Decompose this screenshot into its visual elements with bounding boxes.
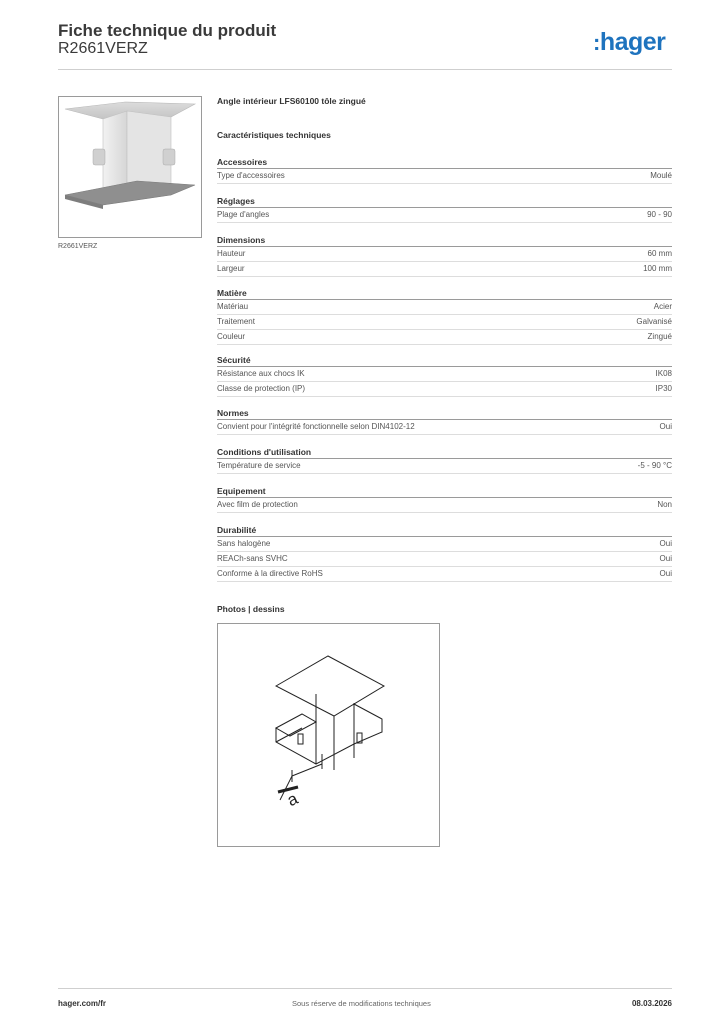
section-accessoires — [217, 156, 672, 184]
spec-row — [217, 330, 672, 345]
logo-text: hager — [599, 28, 666, 56]
product-name: Angle intérieur LFS60100 tôle zingué — [217, 96, 366, 106]
header-divider — [58, 69, 672, 70]
spec-label: Sans halogène — [217, 539, 271, 548]
spec-label: Température de service — [217, 461, 301, 470]
footer-divider — [58, 988, 672, 989]
spec-row — [217, 300, 672, 315]
spec-label: Avec film de protection — [217, 500, 298, 509]
spec-row — [217, 247, 672, 262]
section-title: Conditions d'utilisation — [217, 446, 672, 459]
spec-row — [217, 315, 672, 330]
specs-heading: Caractéristiques techniques — [217, 130, 331, 140]
spec-value: IP30 — [655, 384, 672, 393]
spec-row — [217, 498, 672, 513]
spec-value: Oui — [659, 554, 672, 563]
spec-value: -5 - 90 °C — [637, 461, 672, 470]
spec-value: IK08 — [655, 369, 672, 378]
footer-date: 08.03.2026 — [631, 999, 672, 1008]
spec-value: Moulé — [650, 171, 672, 180]
product-photo-image — [59, 97, 201, 237]
spec-row — [217, 552, 672, 567]
section-reglages — [217, 195, 672, 223]
spec-value: Zingué — [647, 332, 672, 341]
section-dimensions — [217, 234, 672, 277]
spec-label: Type d'accessoires — [217, 171, 285, 180]
page-title: Fiche technique du produit — [58, 21, 277, 40]
hager-logo — [593, 28, 665, 57]
product-photo — [58, 96, 202, 238]
technical-drawing — [217, 623, 440, 847]
section-matiere — [217, 287, 672, 345]
spec-label: Classe de protection (IP) — [217, 384, 306, 393]
spec-value: 100 mm — [643, 264, 672, 273]
section-title: Durabilité — [217, 524, 672, 537]
section-title: Matière — [217, 287, 672, 300]
logo-colon: : — [593, 30, 600, 55]
spec-row — [217, 262, 672, 277]
spec-value: Acier — [653, 302, 672, 311]
product-photo-caption: R2661VERZ — [58, 243, 98, 250]
section-title: Accessoires — [217, 156, 672, 169]
spec-label: Largeur — [217, 264, 245, 273]
technical-drawing-image — [218, 624, 439, 846]
spec-value: Oui — [659, 539, 672, 548]
section-title: Normes — [217, 407, 672, 420]
spec-label: Résistance aux chocs IK — [217, 369, 305, 378]
photos-heading: Photos | dessins — [217, 604, 285, 614]
spec-value: Oui — [659, 569, 672, 578]
product-code: R2661VERZ — [58, 40, 148, 57]
spec-label: Conforme à la directive RoHS — [217, 569, 323, 578]
section-title: Equipement — [217, 485, 672, 498]
section-title: Dimensions — [217, 234, 672, 247]
section-title: Réglages — [217, 195, 672, 208]
spec-label: Traitement — [217, 317, 255, 326]
section-equipement — [217, 485, 672, 513]
spec-row — [217, 382, 672, 397]
spec-label: Hauteur — [217, 249, 246, 258]
spec-value: Oui — [659, 422, 672, 431]
spec-row — [217, 169, 672, 184]
spec-value: 90 - 90 — [647, 210, 672, 219]
spec-row — [217, 567, 672, 582]
spec-value: Non — [657, 500, 672, 509]
footer-disclaimer: Sous réserve de modifications techniques — [292, 999, 431, 1008]
spec-value: Galvanisé — [636, 317, 672, 326]
spec-label: Couleur — [217, 332, 246, 341]
dimension-label-a: a — [284, 788, 301, 811]
spec-row — [217, 537, 672, 552]
spec-label: Plage d'angles — [217, 210, 270, 219]
section-conditions — [217, 446, 672, 474]
footer-website-link[interactable]: hager.com/fr — [58, 999, 107, 1008]
spec-label: Matériau — [217, 302, 249, 311]
spec-value: 60 mm — [647, 249, 672, 258]
spec-row — [217, 367, 672, 382]
spec-label: Convient pour l'intégrité fonctionnelle selon DIN4102-12 — [217, 422, 415, 431]
spec-label: REACh-sans SVHC — [217, 554, 288, 563]
section-securite — [217, 354, 672, 397]
section-durabilite — [217, 524, 672, 582]
spec-row — [217, 208, 672, 223]
section-normes — [217, 407, 672, 435]
spec-row — [217, 420, 672, 435]
section-title: Sécurité — [217, 354, 672, 367]
spec-row — [217, 459, 672, 474]
